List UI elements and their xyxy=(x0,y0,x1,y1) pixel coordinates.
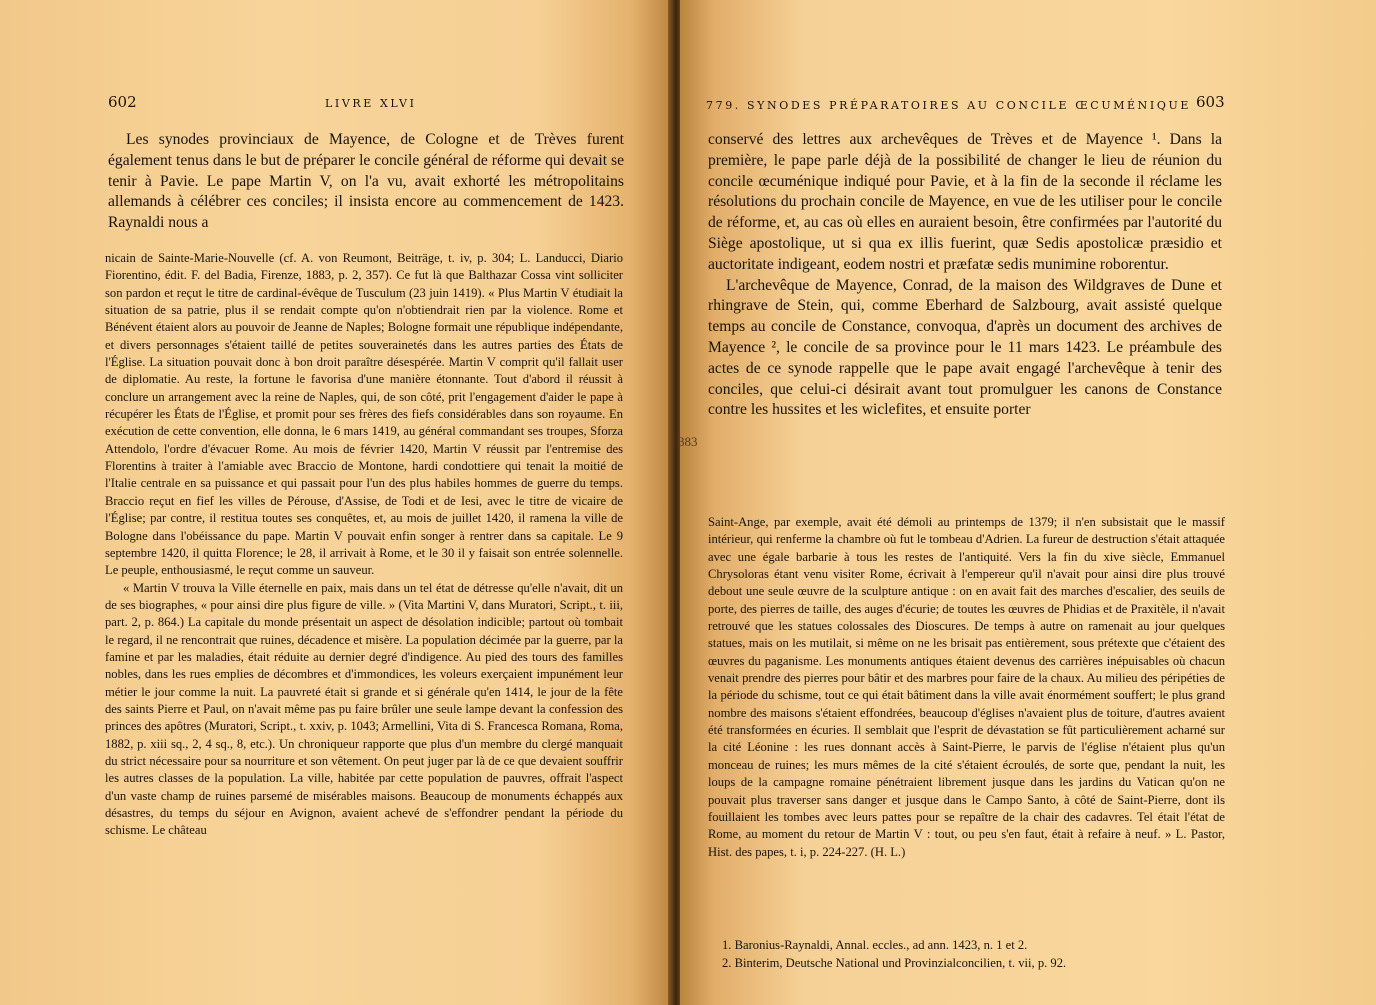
right-main-block xyxy=(708,130,1222,421)
left-note-text: nicain de Sainte-Marie-Nouvelle (cf. A. von Reumont, Beiträge, t. iv, p. 304; L. Landucci, Diario Fiorentino, édit. F. del Badia, Firenze, 1883, p. 2, 357). Ce fut là que Balthazar Cossa vint solliciter son pardon et reçut le titre de cardinal-évêque de Tusculum (23 juin 1419). « Plus Martin V étudiait la situation de sa patrie, plus il se rendait compte qu'on n'obtiendrait rien par la violence. Rome et Bénévent étaient alors au pouvoir de Jeanne de Naples; Bologne formait une république indépendante, et divers personnages s'étaient taillé de petites souverainetés dans les autres parties des États de l'Église. La situation pouvait donc à bon droit paraître désespérée. Martin V comprit qu'il fallait user de diplomatie. Au reste, la fortune le favorisa d'une manière étonnante. Tout d'abord il réussit à conclure un arrangement avec la reine de Naples, qui, de son côté, prit l'engagement d'aider le pape à récupérer les États de l'Église, et promit pour ses frères des fiefs considérables dans son royaume. En exécution de cette convention, elle donna, le 6 mars 1419, au général commandant ses troupes, Sforza Attendolo, l'ordre d'évacuer Rome. Au mois de février 1420, Martin V réussit par l'entremise des Florentins à traiter à l'amiable avec Braccio de Montone, hardi condottiere qui tenait la moitié de l'Italie centrale en sa puissance et qui passait pour l'un des plus habiles hommes de guerre du temps. Braccio reçut en fief les villes de Pérouse, d'Assise, de Todi et de Iesi, avec le titre de vicaire de l'Église; par contre, il restitua toutes ses conquêtes, et, au mois de juillet 1420, il ramena la ville de Bologne dans l'obéissance du pape. Martin V pouvait enfin songer à rentrer dans sa capitale. Le 9 septembre 1420, il quitta Florence; le 28, il arrivait à Rome, et le 30 il y faisait son entrée solennelle. Le peuple, enthousiasmé, le reçut comme un sauveur. xyxy=(105,251,623,578)
left-running-head: LIVRE XLVI xyxy=(325,97,417,110)
right-main-text: conservé des lettres aux archevêques de Trèves et de Mayence ¹. Dans la première, le pape parle déjà de la possibilité de changer le lieu de réunion du concile œcuménique indiqué pour Pavie, et à la fin de la seconde il réclame les résolutions du prochain concile de Mayence, en vue de les utiliser pour le concile de réforme, et, au cas où elles en auraient besoin, être confirmées par l'autorité du Siège apostolique, ut si qua ex illis fuerint, quæ Sedis apostolicæ præsidio et auctoritate indigeant, eodem nostri et præfatæ sedis munimine roborentur. xyxy=(708,131,1222,273)
footnote-2: 2. Binterim, Deutsche National und Provinzialconcilien, t. vii, p. 92. xyxy=(722,955,1067,970)
right-running-head: 779. SYNODES PRÉPARATOIRES AU CONCILE ŒCUMÉNIQUE xyxy=(706,99,1191,112)
footnotes xyxy=(722,937,1222,972)
left-page xyxy=(0,0,672,1005)
left-note-text-2: « Martin V trouva la Ville éternelle en paix, mais dans un tel état de détresse qu'elle n'avait, dit un de ses biographes, « pour ainsi dire plus figure de ville. » (Vita Martini V, dans Muratori, Script., t. iii, part. 2, p. 864.) La capitale du monde présentait un aspect de désolation indicible; partout où tombait le regard, il ne rencontrait que ruines, décadence et misère. La population décimée par la guerre, par la famine et par les maladies, était réduite au dernier degré d'indigence. Au pied des tours des familles nobles, dans les rues emplies de décombres et d'immondices, les voleurs exerçaient impunément leur métier le jour comme la nuit. La pauvreté était si grande et si générale qu'en 1414, le jour de la fête des saints Pierre et Paul, on n'avait même pas pu faire brûler une seule lampe devant la confession des princes des apôtres (Muratori, Script., t. xxiv, p. 1043; Armellini, Vita di S. Francesca Romana, Roma, 1882, p. xiii sq., 2, 4 sq., 8, etc.). Un chroniqueur rapporte que plus d'un membre du clergé manquait du strict nécessaire pour sa nourriture et son vêtement. On peut juger par là de ce que devaient souffrir les autres classes de la population. La ville, habitée par cette population de pauvres, offrait l'aspect d'un vaste champ de ruines parsemé de misérables maisons. Beaucoup de monuments échappés aux désastres, du temps du séjour en Avignon, avaient achevé de s'effondrer pendant la période du schisme. Le château xyxy=(105,580,623,838)
right-note-text: Saint-Ange, par exemple, avait été démoli au printemps de 1379; il n'en subsistait que le massif intérieur, qui renferme la chambre où fut le tombeau d'Adrien. La fureur de destruction s'était attaquée avec une égale barbarie à tous les restes de l'antiquité. Vers la fin du xive siècle, Emmanuel Chrysoloras étant venu visiter Rome, écrivait à l'empereur qu'il n'avait pour ainsi dire plus trouvé debout une seule œuvre de la sculpture antique : on en avait fait des marches d'escalier, des seuils de porte, des pierres de taille, des auges d'écurie; de toutes les œuvres de Phidias et de Praxitèle, il n'avait retrouvé que les statues colossales des Dioscures. De temps à autre on ramenait au jour quelques statues, mais on les mutilait, si même on ne les brisait pas entièrement, sous prétexte que c'étaient des œuvres du paganisme. Les monuments antiques étaient devenus des carrières inépuisables où chacun venait prendre des pierres pour bâtir et des marbres pour faire de la chaux. Au milieu des péripéties de la période du schisme, tout ce qui était bâtiment dans la ville avait énormément souffert; le plus grand nombre des maisons s'étaient effondrées, beaucoup d'églises n'avaient plus de toiture, d'autres avaient été transformées en écuries. Il semblait que l'esprit de dévastation se fût particulièrement acharné sur la cité Léonine : les rues donnant accès à Saint-Pierre, le parvis de l'église n'étaient plus qu'un monceau de ruines; les murs mêmes de la cité s'étaient écroulés, de sorte que, pendant la nuit, les loups de la campagne romaine pénétraient librement jusque dans les jardins du Vatican qu'on ne pouvait plus traverser sans danger et jusque dans le Campo Santo, à côté de Saint-Pierre, dont ils fouillaient les tombes avec leurs pattes pour se repaître de la chair des cadavres. Tel était l'état de Rome, au moment du retour de Martin V : tout, ou peu s'en faut, était à refaire à neuf. » L. Pastor, Hist. des papes, t. i, p. 224-227. (H. L.) xyxy=(708,515,1225,859)
footnote-1: 1. Baronius-Raynaldi, Annal. eccles., ad ann. 1423, n. 1 et 2. xyxy=(722,938,1028,952)
left-main-text: Les synodes provinciaux de Mayence, de Cologne et de Trèves furent également tenus dans le but de préparer le concile général de réforme qui devait se tenir à Pavie. Le pape Martin V, on l'a vu, avait exhorté les métropolitains allemands à célébrer ces conciles; il insista encore au commencement de 1423. Raynaldi nous a xyxy=(108,131,624,232)
right-page-number: 603 xyxy=(1196,93,1225,111)
margin-page-number: 383 xyxy=(678,434,698,449)
right-main-text-2: L'archevêque de Mayence, Conrad, de la maison des Wildgraves de Dune et rhingrave de Stein, qui, comme Eberhard de Salzbourg, avait assisté quelque temps au concile de Constance, convoqua, d'après un document des archives de Mayence ², le concile de sa province pour le 11 mars 1423. Le préambule des actes de ce synode rappelle que le pape avait engagé l'archevêque à tenir des conciles, que celui-ci désirait avant tout promulguer les canons de Constance contre les hussites et les wiclefites, et ensuite porter xyxy=(708,276,1222,419)
left-page-number: 602 xyxy=(108,93,137,111)
left-note-block xyxy=(105,250,623,840)
